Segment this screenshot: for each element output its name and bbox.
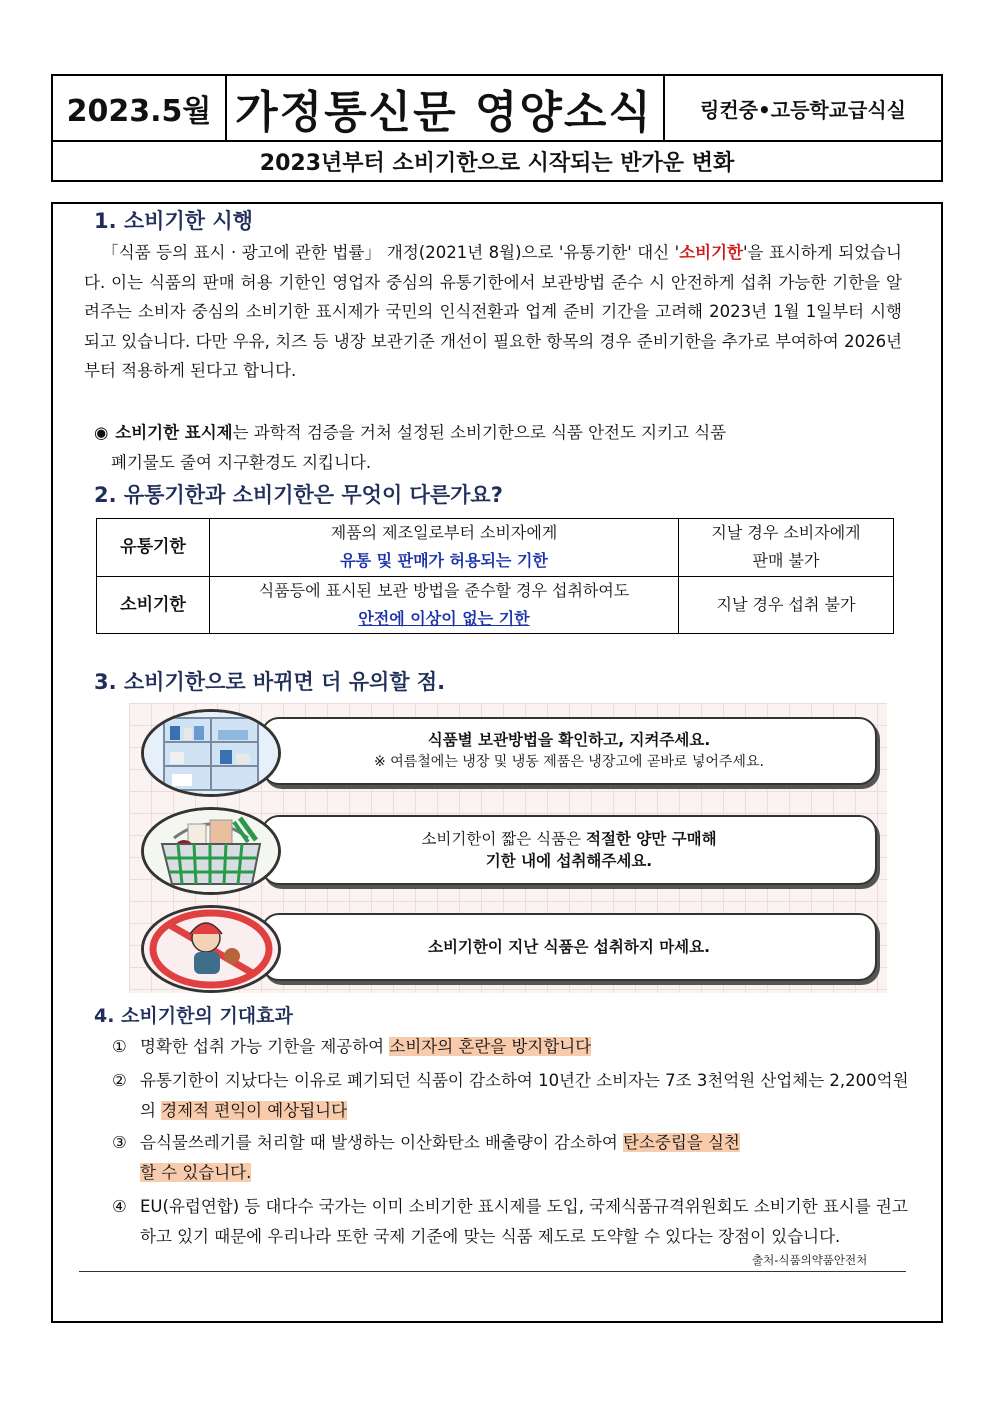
list-item — [112, 1066, 912, 1126]
newsletter-header — [51, 74, 943, 182]
term-cell: 소비기한 — [97, 576, 210, 634]
section1-title: 1. 소비기한 시행 — [94, 209, 253, 233]
newsletter-title: 가정통신문 영양소식 — [225, 76, 665, 140]
tip-card-line1: 식품별 보관방법을 확인하고, 지켜주세요. — [427, 731, 711, 749]
tips-illustration — [129, 703, 887, 993]
note-line1: 지날 경우 소비자에게 — [711, 523, 861, 543]
list-item — [112, 1128, 912, 1188]
description-cell — [210, 576, 679, 634]
source-credit: 출처-식품의약품안전처 — [752, 1253, 868, 1267]
description-emphasis: 유통 및 판매가 허용되는 기한 — [340, 551, 548, 571]
bullet-text-line2: 폐기물도 줄여 지구환경도 지킵니다. — [111, 453, 372, 472]
table-row — [97, 519, 894, 577]
note-cell — [679, 576, 894, 634]
bullet-text: 는 과학적 검증을 거처 설정된 소비기한으로 식품 안전도 지키고 식품 — [232, 423, 727, 442]
table-row — [97, 576, 894, 634]
item-text: 유통기한이 지났다는 이유로 폐기되던 식품이 감소하여 10년간 소비자는 7조 3천억원 산업체는 2,200억원의 — [140, 1071, 909, 1120]
description-cell — [210, 519, 679, 577]
para-text-b: '을 표시하게 되었습니다. 이는 식품의 판매 허용 기한인 영업자 중심의 유통기한에서 보관방법 준수 시 안전하게 섭취 가능한 기한을 알려주는 소비자 중심의 소비기한 표시제가 국민의 인식전환과 업계 준비 기간을 고려해 2023년 1월 1일부터 시행되고 있습니다. 다만 우유, 치즈 등 냉장 보관기준 개선이 필요한 항목의 경우 준비기한을 추가로 부여하여 2026년부터 적용하게 된다고 합니다. — [84, 243, 902, 380]
item-text: EU(유럽연합) 등 대다수 국가는 이미 소비기한 표시제를 도입, 국제식품규격위원회도 소비기한 표시를 권고하고 있기 때문에 우리나라 또한 국제 기준에 맞는 식품 제도로 도약할 수 있다는 장점이 있습니다. — [140, 1197, 908, 1246]
tip-card-line2: 기한 내에 섭취해주세요. — [485, 852, 653, 870]
para-red-keyword: 소비기한 — [679, 243, 743, 262]
tip-card-storage — [261, 717, 877, 785]
benefits-list — [112, 1032, 912, 1252]
tip-card-line1: 소비기한이 지난 식품은 섭취하지 마세요. — [427, 938, 710, 956]
school-name: 링컨중•고등학교급식실 — [700, 97, 906, 122]
item-highlight: 탄소중립을 실천 — [623, 1133, 740, 1152]
tip-card-line1a: 소비기한이 짧은 식품은 — [421, 830, 586, 848]
shopping-basket-icon — [141, 807, 281, 895]
note-line1: 지날 경우 섭취 불가 — [716, 594, 856, 614]
item-highlight: 경제적 편익이 예상됩니다 — [161, 1101, 348, 1120]
note-cell — [679, 519, 894, 577]
description-emphasis: 안전에 이상이 없는 기한 — [358, 608, 530, 628]
bottom-divider — [79, 1271, 906, 1272]
term-cell: 유통기한 — [97, 519, 210, 577]
section1-paragraph — [84, 238, 902, 386]
item-text: 명확한 섭취 가능 기한을 제공하여 — [140, 1037, 390, 1056]
section4-title: 4. 소비기한의 기대효과 — [94, 1005, 293, 1027]
section1-bullet — [94, 418, 894, 478]
tip-card-expired — [261, 913, 877, 981]
bullet-bold-text: 소비기한 표시제 — [115, 423, 233, 442]
description-plain: 제품의 제조일로부터 소비자에게 — [330, 523, 558, 543]
issue-date: 2023.5월 — [53, 76, 227, 140]
item-highlight: 소비자의 혼란을 방지합니다 — [389, 1037, 592, 1056]
tip-card-line1b: 적절한 양만 구매해 — [585, 830, 717, 848]
list-item — [112, 1032, 912, 1062]
bullet-icon: ◉ — [94, 423, 109, 442]
description-plain: 식품등에 표시된 보관 방법을 준수할 경우 섭취하여도 — [258, 580, 630, 600]
item-number: ④ — [112, 1197, 127, 1216]
no-eating-icon — [141, 905, 281, 993]
item-number: ① — [112, 1037, 127, 1056]
para-text-a: 「식품 등의 표시 · 광고에 관한 법률」 개정(2021년 8월)으로 '유통기한' 대신 ' — [102, 243, 680, 262]
tip-card-line2: ※ 여름철에는 냉장 및 냉동 제품은 냉장고에 곧바로 넣어주세요. — [374, 754, 764, 770]
comparison-table — [96, 518, 894, 634]
section3-title: 3. 소비기한으로 바뀌면 더 유의할 점. — [94, 670, 446, 694]
item-text: 음식물쓰레기를 처리할 때 발생하는 이산화탄소 배출량이 감소하여 — [140, 1133, 624, 1152]
section2-title: 2. 유통기한과 소비기한은 무엇이 다른가요? — [94, 483, 503, 507]
list-item — [112, 1192, 912, 1252]
item-highlight-line2: 할 수 있습니다. — [140, 1163, 252, 1182]
tip-card-purchase — [261, 815, 877, 885]
item-number: ③ — [112, 1133, 127, 1152]
fridge-icon — [141, 709, 281, 797]
newsletter-subtitle: 2023년부터 소비기한으로 시작되는 반가운 변화 — [259, 150, 735, 176]
item-number: ② — [112, 1071, 127, 1090]
header-top-row — [53, 76, 941, 142]
note-line2: 판매 불가 — [752, 551, 820, 571]
